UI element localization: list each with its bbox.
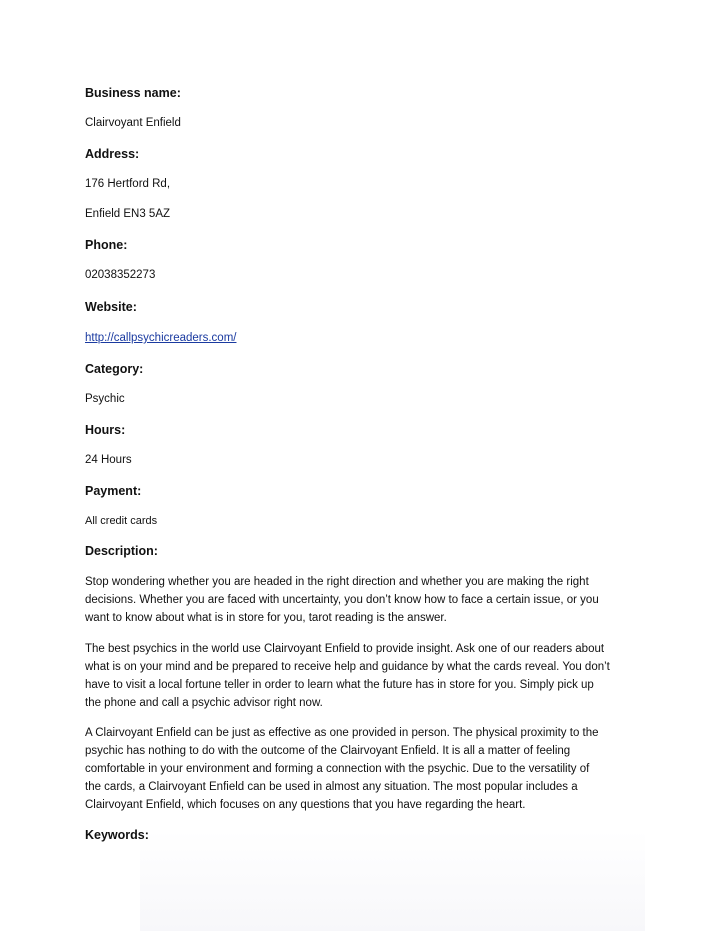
description-paragraph-3 (85, 724, 635, 814)
hours-value: 24 Hours (85, 454, 132, 466)
paragraph-line: the cards, a Clairvoyant Enfield can be used in almost any situation. The most popular includes a (85, 781, 578, 793)
paragraph-line: comfortable in your environment and forming a connection with the psychic. Due to the versatility of (85, 763, 590, 775)
keywords-label: Keywords: (85, 828, 149, 842)
category-value: Psychic (85, 393, 125, 405)
paragraph-line: A Clairvoyant Enfield can be just as effective as one provided in person. The physical proximity to the (85, 727, 599, 739)
paragraph-line: want to know about what is in store for you, tarot reading is the answer. (85, 612, 447, 624)
payment-label: Payment: (85, 484, 142, 498)
hours-label: Hours: (85, 423, 126, 437)
paragraph-line: have to visit a local fortune teller in order to learn what the future has in store for you. Simply pick up (85, 679, 594, 691)
description-paragraph-1 (85, 573, 635, 627)
address-label: Address: (85, 147, 140, 161)
payment-value: All credit cards (85, 515, 158, 527)
paragraph-line: decisions. Whether you are faced with uncertainty, you don’t know how to face a certain issue, or you (85, 594, 599, 606)
paragraph-line: psychic has nothing to do with the outcome of the Clairvoyant Enfield. It is all a matter of feeling (85, 745, 571, 757)
address-line-2: Enfield EN3 5AZ (85, 208, 171, 220)
paragraph-line: the phone and call a psychic advisor right now. (85, 697, 323, 709)
business-name-value: Clairvoyant Enfield (85, 117, 181, 129)
website-link[interactable]: http://callpsychicreaders.com/ (85, 332, 237, 344)
page-shadow (140, 830, 645, 931)
website-label: Website: (85, 300, 137, 314)
description-label: Description: (85, 544, 158, 558)
website-container (85, 332, 236, 344)
paragraph-line: Stop wondering whether you are headed in the right direction and whether you are making the right (85, 576, 589, 588)
paragraph-line: The best psychics in the world use Clairvoyant Enfield to provide insight. Ask one of our readers about (85, 643, 605, 655)
paragraph-line: Clairvoyant Enfield, which focuses on any questions that you have regarding the heart. (85, 799, 526, 811)
category-label: Category: (85, 362, 144, 376)
phone-value: 02038352273 (85, 269, 156, 281)
description-paragraph-2 (85, 640, 635, 712)
address-line-1: 176 Hertford Rd, (85, 178, 171, 190)
business-name-label: Business name: (85, 86, 181, 100)
phone-label: Phone: (85, 238, 128, 252)
paragraph-line: what is on your mind and be prepared to receive help and guidance by what the cards reveal. You don’t (85, 661, 610, 673)
